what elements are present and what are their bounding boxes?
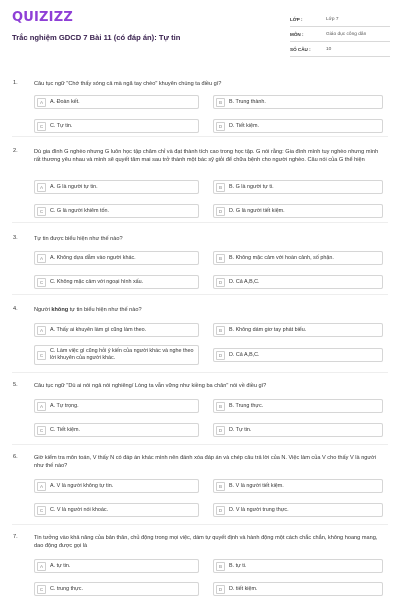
option-d[interactable] — [213, 582, 383, 596]
option-text: D. Tự tin. — [229, 427, 252, 433]
option-d[interactable] — [213, 204, 383, 218]
option-letter: D — [216, 278, 225, 287]
option-letter: A — [37, 562, 46, 571]
question-text: Tự tin được biểu hiện như thế nào? — [34, 236, 123, 242]
quizizz-logo: QUIZIZZ — [12, 10, 73, 25]
option-text: A. Tự trọng. — [50, 403, 79, 409]
option-text: B. G là người tự ti. — [229, 184, 274, 190]
option-letter: B — [216, 326, 225, 335]
option-text: A. Đoàn kết. — [50, 99, 80, 105]
option-text: B. Trung thực. — [229, 403, 264, 409]
option-text: C. Không mặc cảm với ngoại hình xấu. — [50, 279, 144, 285]
meta-row-class — [290, 12, 390, 27]
question-number: 6. — [13, 454, 18, 460]
option-b[interactable] — [213, 323, 383, 337]
option-text: B. Trung thành. — [229, 99, 266, 105]
option-a[interactable] — [34, 95, 199, 109]
option-text: D. Tiết kiệm. — [229, 123, 259, 129]
divider — [12, 372, 388, 373]
option-c[interactable] — [34, 345, 199, 365]
option-letter: C — [37, 122, 46, 131]
option-text: D. Cả A,B,C. — [229, 279, 260, 285]
option-d[interactable] — [213, 119, 383, 133]
meta-key: LỚP : — [290, 16, 303, 22]
divider — [12, 136, 388, 137]
page-title: Trắc nghiệm GDCD 7 Bài 11 (có đáp án): Tự tin — [12, 33, 181, 42]
question-text: Dù gia đình G nghèo nhưng G luôn học tập chăm chỉ và đạt thành tích cao trong học tập. G nói rằng: Gia đình mình tuy nghèo nhưng mình rất thương yêu nhau và mình sẽ quyết tâm mai sau trở thành một bác sỹ giỏi để chữa bệnh cho người nghèo. Câu nói của G thể hiện — [34, 149, 379, 163]
question-number: 1. — [13, 80, 18, 86]
meta-row-subject — [290, 27, 390, 42]
question-number: 2. — [13, 148, 18, 154]
option-b[interactable] — [213, 479, 383, 493]
option-text: B. tự ti. — [229, 563, 247, 569]
option-letter: A — [37, 326, 46, 335]
option-a[interactable] — [34, 251, 199, 265]
option-text: D. G là người tiết kiệm. — [229, 208, 285, 214]
option-letter: A — [37, 254, 46, 263]
question-text: Tin tưởng vào khả năng của bản thân, chủ động trong mọi việc, dám tự quyết định và hành động một cách chắc chắn, không hoang mang, dao động được gọi là — [34, 535, 378, 549]
option-text: C. Tự tin. — [50, 123, 73, 129]
option-letter: D — [216, 585, 225, 594]
option-letter: D — [216, 207, 225, 216]
option-a[interactable] — [34, 399, 199, 413]
option-letter: A — [37, 98, 46, 107]
meta-value: Giáo dục công dân — [326, 31, 367, 37]
question-number: 7. — [13, 534, 18, 540]
option-text: B. Không mặc cảm với hoàn cảnh, số phận. — [229, 255, 334, 261]
option-text: D. Cả A,B,C. — [229, 352, 260, 358]
option-text: C. Tiết kiệm. — [50, 427, 80, 433]
option-c[interactable] — [34, 275, 199, 289]
option-a[interactable] — [34, 180, 199, 194]
question-number: 5. — [13, 382, 18, 388]
option-letter: C — [37, 278, 46, 287]
question-text — [34, 306, 384, 314]
meta-key: SỐ CÂU : — [290, 46, 311, 52]
option-text: C. trung thực. — [50, 586, 83, 592]
option-b[interactable] — [213, 251, 383, 265]
option-text: B. Không dám giơ tay phát biểu. — [229, 327, 307, 333]
option-b[interactable] — [213, 180, 383, 194]
option-c[interactable] — [34, 423, 199, 437]
option-letter: D — [216, 351, 225, 360]
option-text: A. tự tin. — [50, 563, 71, 569]
worksheet-header — [0, 0, 400, 66]
option-letter: C — [37, 207, 46, 216]
option-text: A. Thấy ai khuyên làm gì cũng làm theo. — [50, 327, 147, 333]
option-text: C. G là người khiêm tốn. — [50, 208, 109, 214]
divider — [12, 294, 388, 295]
option-a[interactable] — [34, 479, 199, 493]
option-letter: B — [216, 562, 225, 571]
option-text: A. G là người tự tin. — [50, 184, 98, 190]
question-number: 3. — [13, 235, 18, 241]
divider — [12, 222, 388, 223]
option-text: B. V là người tiết kiệm. — [229, 483, 284, 489]
option-letter: D — [216, 122, 225, 131]
option-text: A. Không dựa dẫm vào người khác. — [50, 255, 136, 261]
option-c[interactable] — [34, 503, 199, 517]
option-d[interactable] — [213, 423, 383, 437]
option-d[interactable] — [213, 503, 383, 517]
option-text: A. V là người không tự tin. — [50, 483, 114, 489]
option-text: D. V là người trung thực. — [229, 507, 289, 513]
option-letter: B — [216, 254, 225, 263]
meta-row-count — [290, 42, 390, 57]
option-letter: B — [216, 402, 225, 411]
question-text-post: tự tin biểu hiện như thế nào? — [68, 307, 142, 313]
option-letter: D — [216, 506, 225, 515]
option-letter: B — [216, 98, 225, 107]
option-letter: C — [37, 351, 46, 360]
option-letter: A — [37, 482, 46, 491]
option-letter: D — [216, 426, 225, 435]
divider — [12, 524, 388, 525]
option-c[interactable] — [34, 582, 199, 596]
meta-key: MÔN : — [290, 31, 304, 37]
divider — [12, 444, 388, 445]
option-c[interactable] — [34, 204, 199, 218]
question-text: Câu tục ngữ "Chớ thấy sóng cả mà ngã tay chèo" khuyên chúng ta điều gì? — [34, 81, 222, 87]
option-d[interactable] — [213, 348, 383, 362]
option-letter: C — [37, 506, 46, 515]
option-letter: C — [37, 585, 46, 594]
option-letter: A — [37, 402, 46, 411]
option-c[interactable] — [34, 119, 199, 133]
meta-value: Lớp 7 — [326, 16, 339, 22]
option-letter: B — [216, 482, 225, 491]
option-b[interactable] — [213, 399, 383, 413]
question-text: Câu tục ngữ "Dù ai nói ngả nói nghiêng/ Lòng ta vẫn vững như kiềng ba chân" nói về điều gì? — [34, 383, 267, 389]
question-number: 4. — [13, 306, 18, 312]
option-text: C. V là người nói khoác. — [50, 507, 109, 513]
meta-table — [290, 12, 390, 57]
question-text-emphasis: không — [51, 307, 69, 313]
question-text-pre: Người — [34, 307, 52, 313]
meta-value: 10 — [326, 46, 332, 52]
question-text: Giờ kiểm tra môn toán, V thấy N có đáp án khác mình nên đánh xóa đáp án và chép câu trả lời của N. Việc làm của V cho thấy V là người như thế nào? — [34, 455, 377, 469]
option-a[interactable] — [34, 323, 199, 337]
option-b[interactable] — [213, 95, 383, 109]
option-d[interactable] — [213, 275, 383, 289]
option-letter: A — [37, 183, 46, 192]
option-letter: B — [216, 183, 225, 192]
option-a[interactable] — [34, 559, 199, 573]
option-b[interactable] — [213, 559, 383, 573]
option-letter: C — [37, 426, 46, 435]
option-text: D. tiết kiệm. — [229, 586, 258, 592]
option-text: C. Làm việc gì cũng hỏi ý kiến của người khác và nghe theo lời khuyên của người khác. — [50, 348, 194, 361]
